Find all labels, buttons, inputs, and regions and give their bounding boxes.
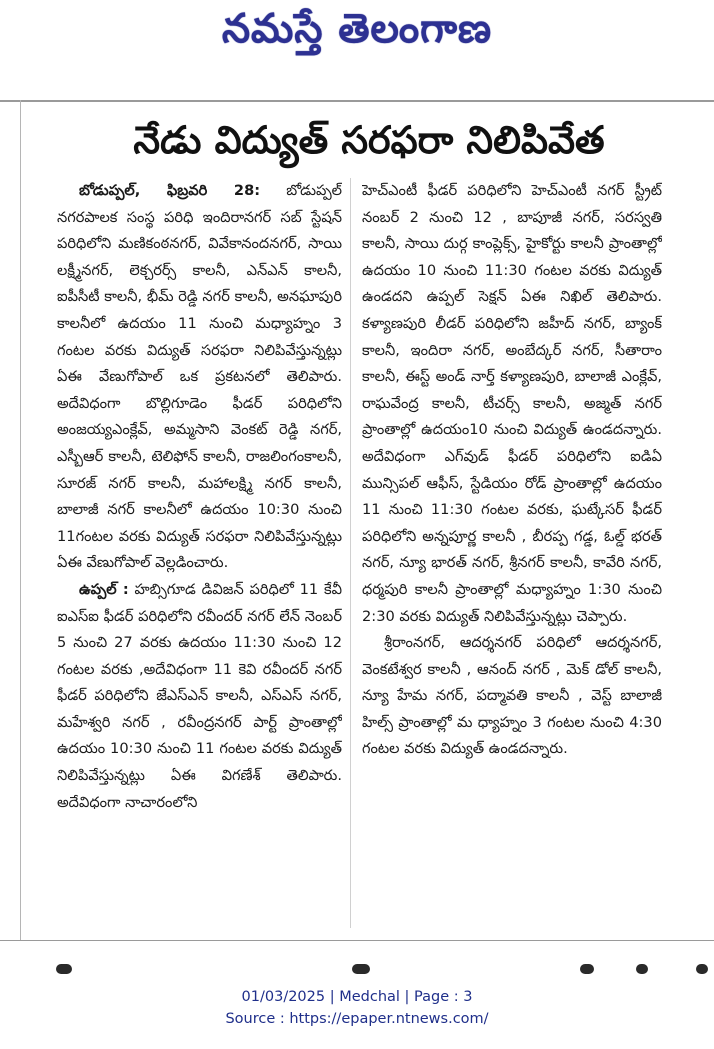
article-column-right (362, 178, 662, 928)
paragraph-text: హెచ్ఎంటీ ఫీడర్ పరిధిలోని హెచ్ఎంటీ నగర్ స్ట్రీట్ నంబర్ 2 నుంచి 12 , బాపూజీ నగర్, సరస్వతి కాలనీ, సాయి దుర్గ కాంప్లెక్స్, హైకోర్టు కాలనీ ప్రాంతాల్లో ఉదయం 10 నుంచి 11:30 గంటల వరకు విద్యుత్ ఉండదని ఉప్పల్ సెక్షన్ ఏఈ నిఖిల్ తెలిపారు. కళ్యాణపురి లీడర్ పరిధిలోని జహీద్ నగర్, బ్యాంక్ కాలనీ, ఇందిరా నగర్, అంబేద్కర్ నగర్, సీతారాం కాలనీ, ఈస్ట్ అండ్ నార్త్ కళ్యాణపురి, బాలాజీ ఎంక్లేవ్, రాఘవేంద్ర కాలనీ, టీచర్స్ కాలనీ, అజ్మత్ నగర్ ప్రాంతాల్లో ఉదయం10 నుంచి విద్యుత్ ఉండదన్నారు. అదేవిధంగా ఎగ్‌వుడ్ ఫీడర్ పరిధిలోని ఐడిఏ మున్సిపల్ ఆఫీస్, స్టేడియం రోడ్ ప్రాంతాల్లో ఉదయం 11 నుంచి 11:30 గంటల వరకు, ఘట్కేసర్ ఫీడర్ పరిధిలోని అన్నపూర్ణ కాలనీ , బీరప్ప గడ్డ, ఓల్డ్ భరత్ నగర్, న్యూ భారత్ నగర్, శ్రీనగర్ కాలనీ, కావేరి నగర్, ధర్మపురి కాలనీ ప్రాంతాల్లో మధ్యాహ్నం 1:30 నుంచి 2:30 వరకు విద్యుత్ నిలిపివేస్తున్నట్లు చెప్పారు. (362, 182, 662, 625)
paragraph-text: శ్రీరాంనగర్, ఆదర్శనగర్ పరిధిలో ఆదర్శనగర్, వెంకటేశ్వర కాలనీ , ఆనంద్ నగర్ , మెక్ డోల్ కాలనీ, న్యూ హేమ నగర్, పద్మావతి కాలనీ , వెస్ట్ బాలాజీ హిల్స్ ప్రాంతాల్లో మ ధ్యాహ్నం 3 గంటల నుంచి 4:30 గంటల వరకు విద్యుత్ ఉండదన్నారు. (362, 634, 662, 758)
paragraph (57, 178, 342, 577)
top-divider (0, 100, 714, 102)
paragraph (57, 577, 342, 816)
paragraph-text: హబ్సిగూడ డివిజన్ పరిధిలో 11 కేవీ ఐఎస్ఐ ఫీడర్ పరిధిలోని రవీందర్ నగర్ లేన్ నెంబర్ 5 నుంచి 27 వరకు ఉదయం 11:30 నుంచి 12 గంటల వరకు ,అదేవిధంగా 11 కెవి రవీందర్ నగర్ ఫీడర్ పరిధిలోని జేఎస్ఎన్ కాలనీ, ఎస్ఎస్ నగర్, మహేశ్వరి నగర్ , రవీంద్రనగర్ పార్ట్ ప్రాంతాల్లో ఉదయం 10:30 నుంచి 11 గంటల వరకు విద్యుత్ నిలిపివేస్తున్నట్లు ఏఈ విగణేశ్ తెలిపారు. అదేవిధంగా నాచారంలోని (57, 580, 342, 811)
dateline: బోడుప్పల్, ఫిబ్రవరి 28: (79, 182, 261, 199)
left-margin-rule (20, 100, 21, 940)
paragraph (362, 178, 662, 630)
bottom-divider (0, 940, 714, 941)
column-divider (350, 178, 351, 928)
article-column-left (57, 178, 342, 928)
footer-source: Source : https://epaper.ntnews.com/ (225, 1011, 489, 1027)
next-article-bleed (0, 958, 714, 976)
masthead-title: నమస్తే తెలంగాణ (221, 6, 493, 52)
paragraph-text: బోడుప్పల్ నగరపాలక సంస్థ పరిధి ఇందిరానగర్ సబ్ స్టేషన్ పరిధిలోని మణికంఠనగర్, వివేకానందనగర్, సాయి లక్ష్మీనగర్, లెక్చరర్స్ కాలనీ, ఎన్ఎన్ కాలనీ, ఐపీసీటీ కాలనీ, భీమ్ రెడ్డి నగర్ కాలనీ, అనఘాపురి కాలనీలో ఉదయం 11 నుంచి మధ్యాహ్నం 3 గంటల వరకు విద్యుత్ సరఫరా నిలిపివేస్తున్నట్లు ఏఈ వేణుగోపాల్ ఒక ప్రకటనలో తెలిపారు. అదేవిధంగా బొల్లిగూడెం ఫీడర్ పరిధిలోని అంజయ్యఎంక్లేవ్, అమ్మసాని వెంకట్ రెడ్డి నగర్, ఎస్బీఆర్ కాలనీ, టెలిఫోన్ కాలనీ, రాజలింగంకాలనీ, సూరజ్ నగర్ కాలనీ, మహాలక్ష్మి నగర్ కాలనీ, బాలాజీ నగర్ కాలనీలో ఉదయం 10:30 నుంచి 11గంటల వరకు విద్యుత్ సరఫరా నిలిపివేస్తున్నట్లు ఏఈ వేణుగోపాల్ వెల్లడించారు. (57, 182, 342, 572)
paragraph (362, 630, 662, 763)
footer-edition-info: 01/03/2025 | Medchal | Page : 3 (241, 989, 473, 1005)
masthead (0, 0, 714, 72)
dateline: ఉప్పల్ : (79, 580, 129, 598)
article-headline: నేడు విద్యుత్ సరఫరా నిలిపివేత (133, 118, 605, 162)
